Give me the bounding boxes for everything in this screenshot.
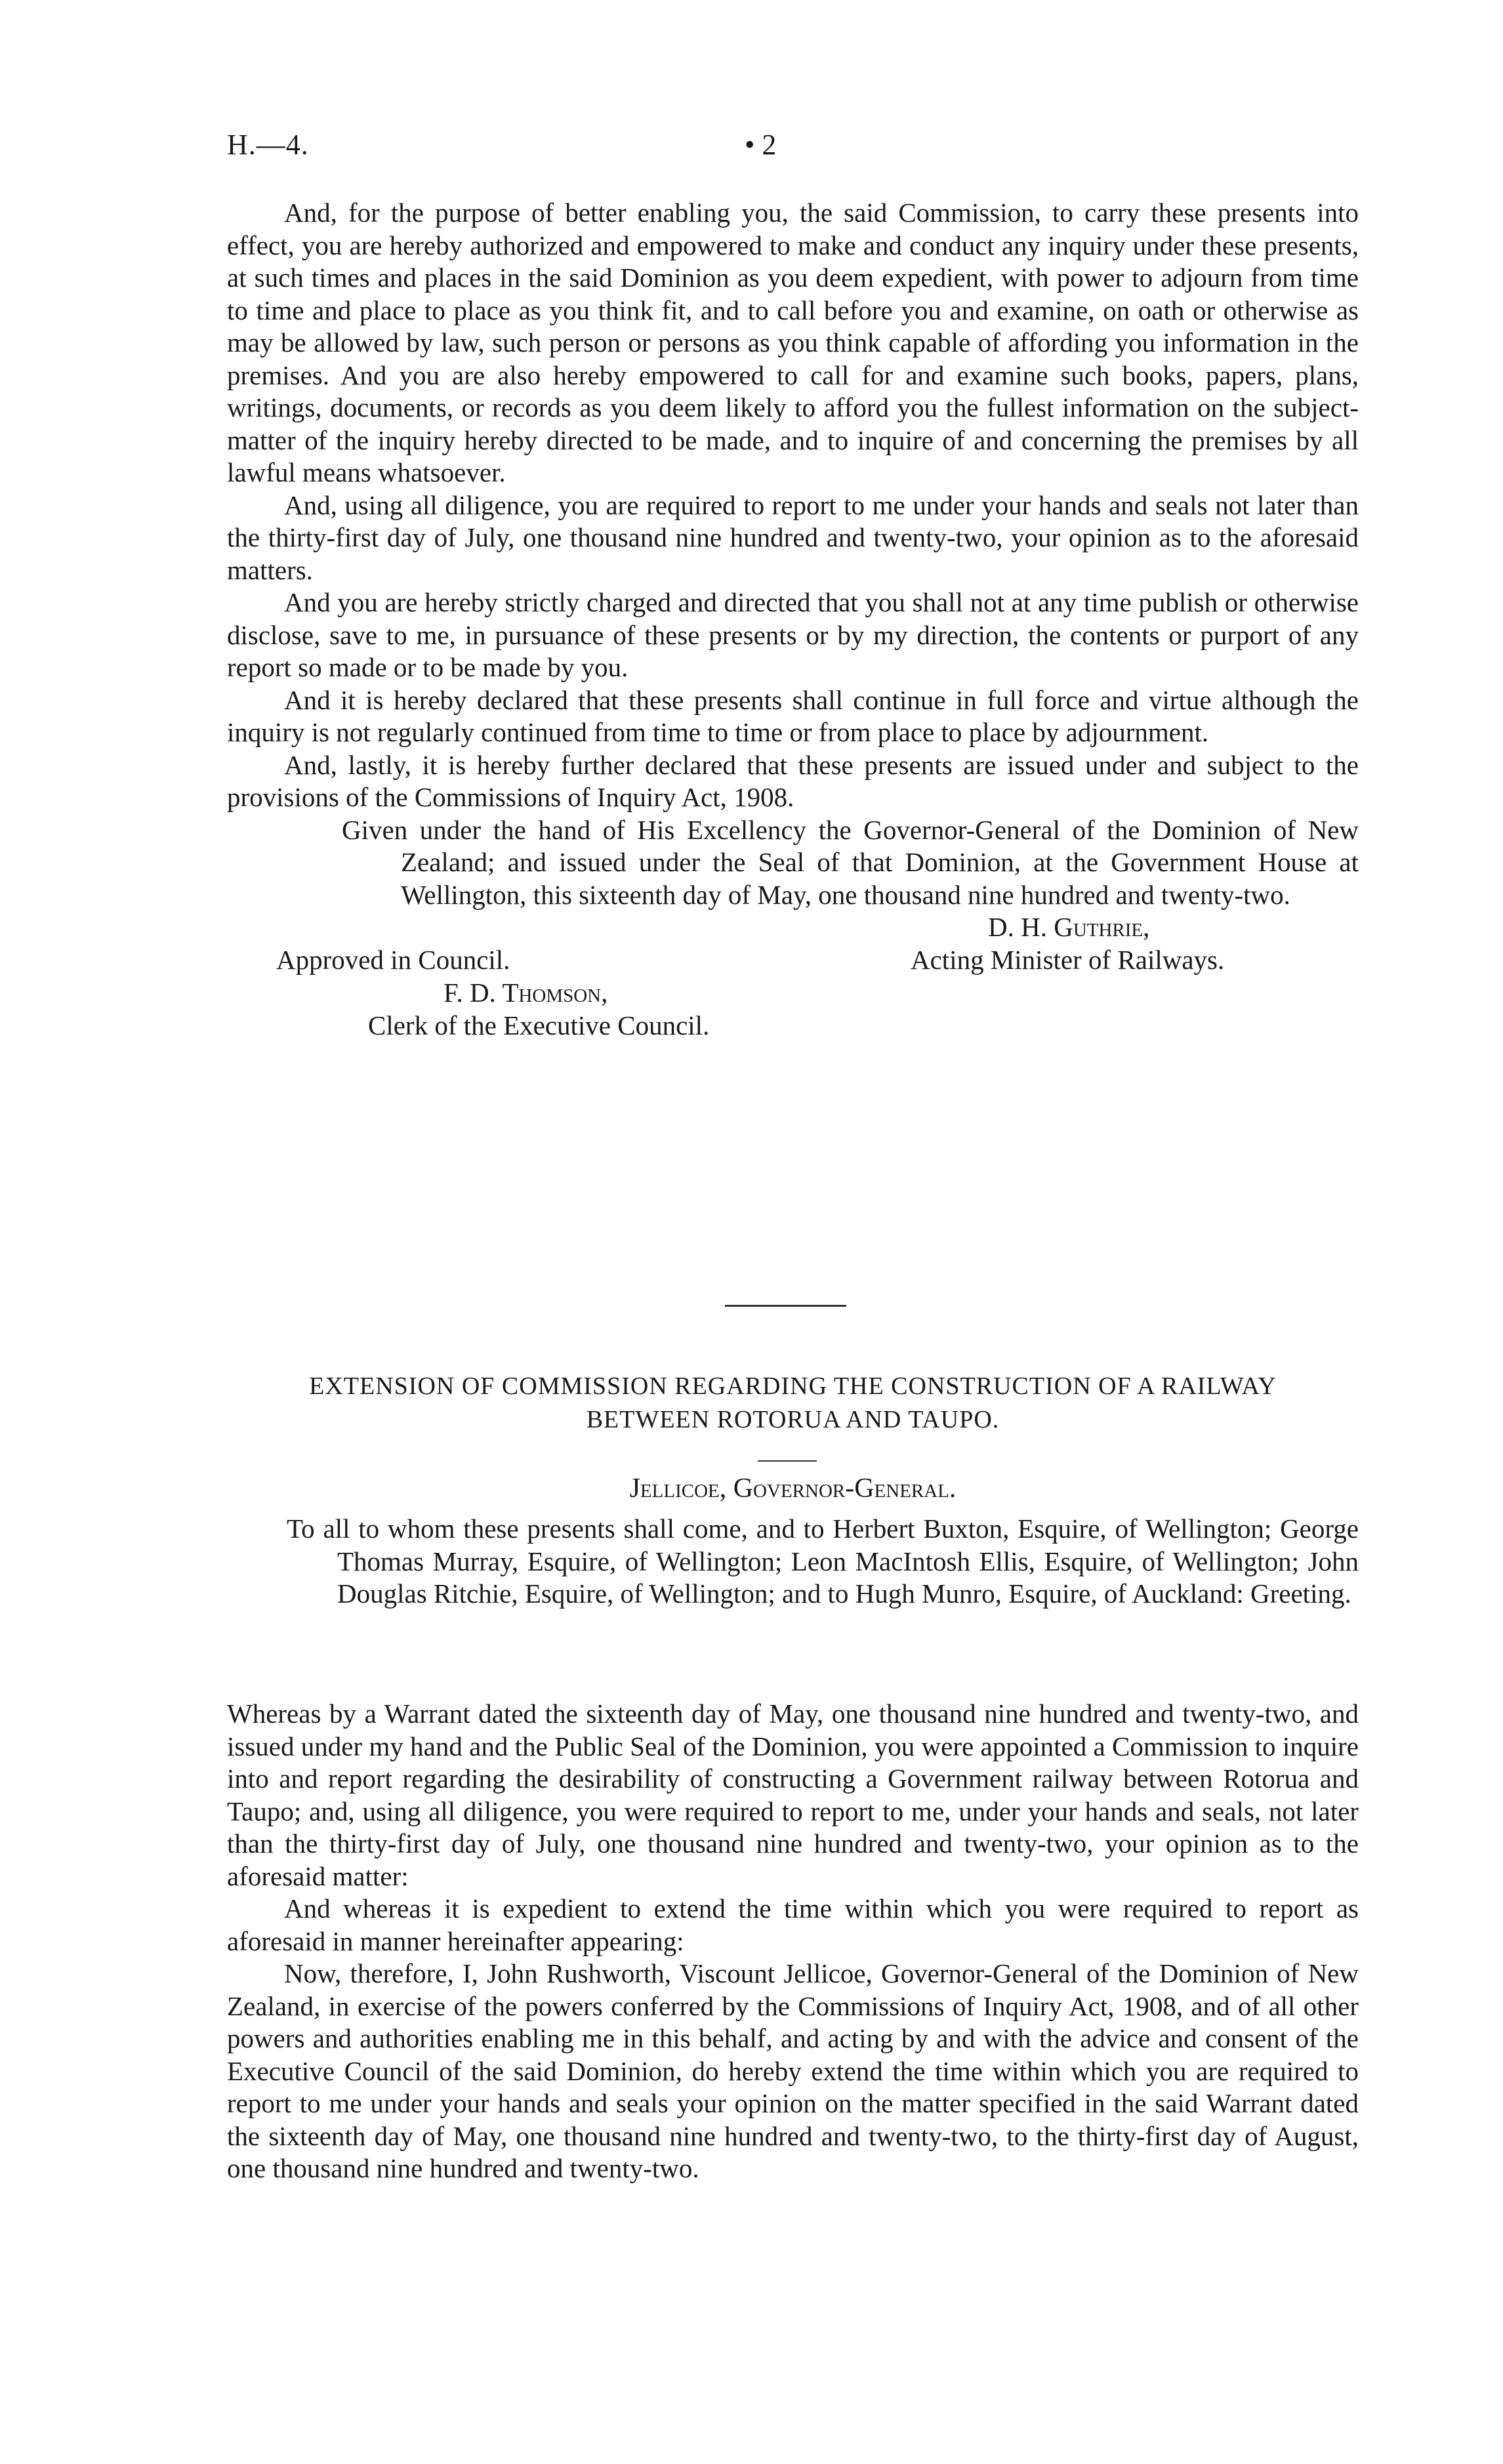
extension-body: [227, 1698, 1359, 2185]
address-clause: To all to whom these presents shall come, and to Herbert Buxton, Esquire, of Wellington; George Thomas Murray, Esquire, of Wellington; Leon MacIntosh Ellis, Esquire, of Wellington; John Douglas Ritchie, Esquire, of Wellington; and to Hugh Munro, Esquire, of Auckland: Greeting.: [287, 1513, 1359, 1609]
paragraph-continuance: And it is hereby declared that these presents shall continue in full force and virtue although the inquiry is not regularly continued from time to time or from place to place by adjournment.: [227, 684, 1359, 747]
paragraph-now-therefore: Now, therefore, I, John Rushworth, Viscount Jellicoe, Governor-General of the Dominion of New Zealand, in exercise of the powers conferred by the Commissions of Inquiry Act, 1908, and of all other powers and authorities enabling me in this behalf, and acting by and with the advice and consent of the Executive Council of the said Dominion, do hereby extend the time within which you are required to report to me under your hands and seals your opinion on the matter specified in the said Warrant dated the sixteenth day of May, one thousand nine hundred and twenty-two, to the thirty-first day of August, one thousand nine hundred and twenty-two.: [227, 1958, 1359, 2183]
given-under-clause: Given under the hand of His Excellency the Governor-General of the Dominion of New Zealand; and issued under the Seal of that Dominion, at the Government House at Wellington, this sixteenth day of May, one thousand nine hundred and twenty-two.: [342, 814, 1359, 910]
commission-body: [227, 197, 1359, 1042]
governor-general-line: Jellicoe, Governor-General.: [629, 1473, 957, 1504]
signature-block: [227, 911, 1359, 1042]
paragraph-and-whereas: And whereas it is expedient to extend the time within which you were required to report as aforesaid in manner hereinafter appearing:: [227, 1893, 1359, 1956]
minister-title: Acting Minister of Railways.: [911, 945, 1225, 975]
paragraph-provisions: And, lastly, it is hereby further declared that these presents are issued under and subject to the provisions of the Commissions of Inquiry Act, 1908.: [227, 749, 1359, 812]
paragraph-report-deadline: And, using all diligence, you are required to report to me under your hands and seals not later than the thirty-first day of July, one thousand nine hundred and twenty-two, your opinion as to the aforesaid matters.: [227, 489, 1359, 585]
minister-name: D. H. Guthrie,: [988, 912, 1150, 942]
heading-line-1: EXTENSION OF COMMISSION REGARDING THE CONSTRUCTION OF A RAILWAY: [309, 1372, 1277, 1400]
paragraph-whereas: Whereas by a Warrant dated the sixteenth day of May, one thousand nine hundred and twenty-two, and issued under my hand and the Public Seal of the Dominion, you were appointed a Commission to inquire into and report regarding the desirability of constructing a Government railway between Rotorua and Taupo; and, using all diligence, you were required to report to me, under your hands and seals, not later than the thirty-first day of July, one thousand nine hundred and twenty-two, your opinion as to the aforesaid matter:: [227, 1698, 1359, 1891]
paragraph-confidentiality: And you are hereby strictly charged and directed that you shall not at any time publish or otherwise disclose, save to me, in pursuance of these presents or by my direction, the contents or purport of any report so made or to be made by you.: [227, 587, 1359, 682]
page-number: • 2: [745, 129, 777, 161]
extension-heading: [227, 1370, 1359, 1437]
paper-number: H.—4.: [227, 129, 309, 161]
section-divider: [725, 1305, 846, 1307]
clerk-name: F. D. Thomson,: [443, 977, 608, 1008]
heading-line-2: BETWEEN ROTORUA AND TAUPO.: [586, 1406, 1000, 1433]
heading-rule: [758, 1460, 817, 1462]
paragraph-powers: And, for the purpose of better enabling you, the said Commission, to carry these presents into effect, you are hereby authorized and empowered to make and conduct any inquiry under these presents, at such times and places in the said Dominion as you deem expedient, with power to adjourn from time to time and place to place as you think fit, and to call before you and examine, on oath or otherwise as may be allowed by law, such person or persons as you think capable of affording you information in the premises. And you are also hereby empowered to call for and examine such books, papers, plans, writings, documents, or records as you deem likely to afford you the fullest information on the subject-matter of the inquiry hereby directed to be made, and to inquire of and concerning the premises by all lawful means whatsoever.: [227, 197, 1359, 487]
clerk-title: Clerk of the Executive Council.: [368, 1010, 710, 1040]
approved-in-council: Approved in Council.: [276, 945, 510, 975]
